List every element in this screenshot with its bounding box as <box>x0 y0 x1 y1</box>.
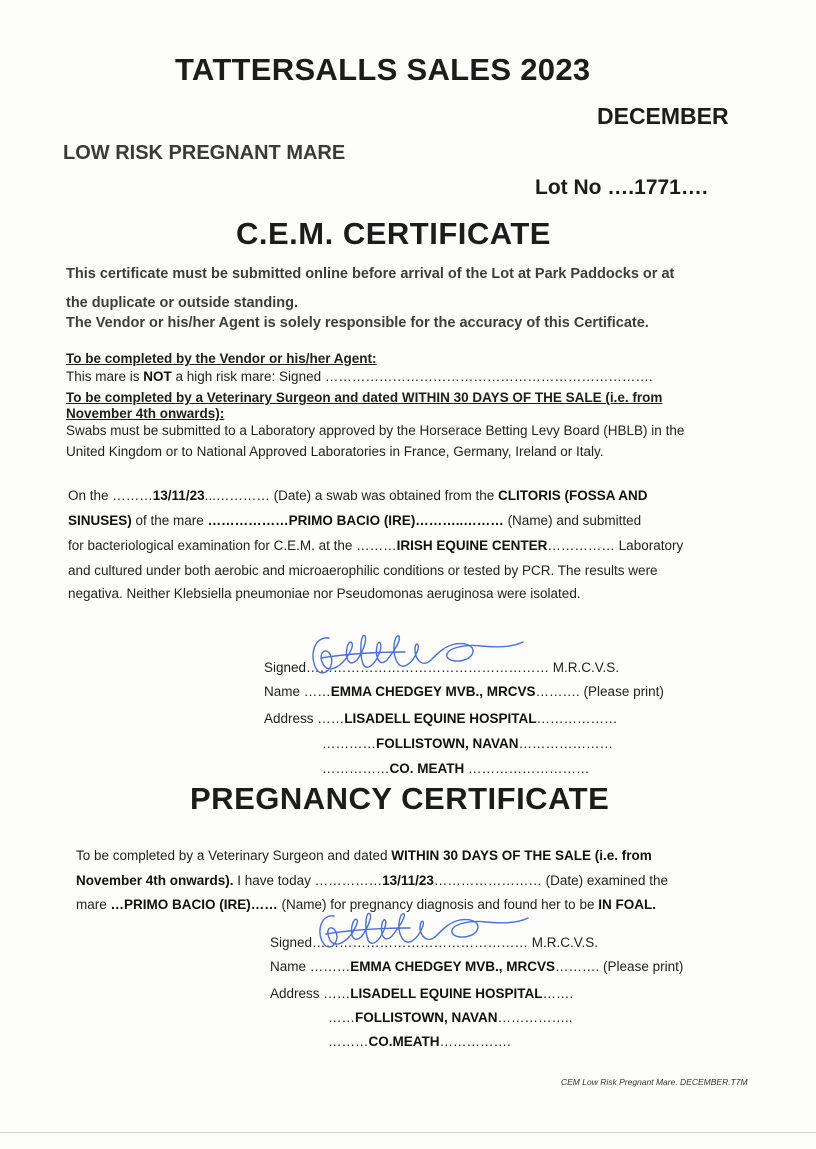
text: …… <box>328 1010 355 1025</box>
swab-site: CLITORIS (FOSSA AND <box>497 488 648 503</box>
text: ……………… <box>536 711 618 726</box>
text: On the ……… <box>68 488 153 503</box>
text: ………. (Please print) <box>555 959 684 974</box>
text: Name ……… <box>270 959 351 974</box>
text: ………… <box>322 736 376 751</box>
address-hospital: LISADELL EQUINE HOSPITAL <box>350 986 543 1001</box>
vendor-not: NOT <box>143 369 172 384</box>
cem-certificate-title: C.E.M. CERTIFICATE <box>236 216 551 251</box>
cem-address-line-2 <box>322 736 613 751</box>
address-town: FOLLISTOWN, NAVAN <box>355 1010 498 1025</box>
text: To be completed by a Veterinary Surgeon and dated <box>76 848 392 863</box>
pregnancy-address-line-2 <box>328 1010 573 1025</box>
vet-name: EMMA CHEDGEY MVB., MRCVS <box>350 959 556 974</box>
cem-name-line <box>264 684 664 699</box>
pregnancy-address-line-3 <box>328 1034 511 1049</box>
vendor-section-heading: To be completed by the Vendor or his/her Agent: <box>66 351 377 366</box>
text: ……………. <box>439 1034 511 1049</box>
swab-site-cont: SINUSES) <box>68 513 132 528</box>
vet-section-heading-1: To be completed by a Veterinary Surgeon and dated WITHIN 30 DAYS OF THE SALE (i.e. from <box>66 390 663 405</box>
intro-line-3: The Vendor or his/her Agent is solely responsible for the accuracy of this Certificate. <box>66 315 649 331</box>
intro-line-2: the duplicate or outside standing. <box>66 295 299 311</box>
mare-name: …PRIMO BACIO (IRE)…… <box>110 897 278 912</box>
text: (Name) and submitted <box>503 513 642 528</box>
cem-address-line-3 <box>322 761 590 776</box>
lot-number: Lot No ….1771…. <box>535 176 708 199</box>
text: Address …… <box>270 986 351 1001</box>
pregnancy-line-2 <box>76 873 668 888</box>
text: Name …… <box>264 684 331 699</box>
vet-section-heading-2: November 4th onwards): <box>66 406 225 421</box>
mare-category: LOW RISK PREGNANT MARE <box>63 142 346 164</box>
cem-signed-line: Signed……………………………………………… M.R.C.V.S. <box>264 660 620 675</box>
cem-address-line-1 <box>264 711 618 726</box>
text: (Name) for pregnancy diagnosis and found her to be <box>277 897 599 912</box>
text: November 4th onwards). <box>76 873 234 888</box>
cem-body-line-5: negativa. Neither Klebsiella pneumoniae nor Pseudomonas aeruginosa were isolated. <box>68 586 581 601</box>
swab-date: 13/11/23 <box>152 488 205 503</box>
vet-name: EMMA CHEDGEY MVB., MRCVS <box>330 684 536 699</box>
text: mare <box>76 897 111 912</box>
pregnancy-result: IN FOAL. <box>598 897 656 912</box>
form-reference: CEM Low Risk Pregnant Mare. DECEMBER.T7M <box>561 1077 748 1087</box>
pregnancy-address-line-1 <box>270 986 573 1001</box>
vendor-declaration <box>66 369 653 384</box>
exam-date: 13/11/23 <box>382 873 434 888</box>
document-title: TATTERSALLS SALES 2023 <box>175 52 591 87</box>
scan-edge-line <box>0 1132 816 1133</box>
mare-name: ………………PRIMO BACIO (IRE)………..……… <box>207 513 504 528</box>
cem-body-line-4: and cultured under both aerobic and microaerophilic conditions or tested by PCR. The results were <box>68 563 658 578</box>
pregnancy-signed-line: Signed………………………………………… M.R.C.V.S. <box>270 935 599 950</box>
text: ……… <box>328 1034 369 1049</box>
text: I have today …………… <box>233 873 383 888</box>
text: of the mare <box>131 513 208 528</box>
text: …………….. <box>497 1010 573 1025</box>
laboratory-name: IRISH EQUINE CENTER <box>396 538 548 553</box>
text: …………… <box>322 761 390 776</box>
pregnancy-certificate-title: PREGNANCY CERTIFICATE <box>190 781 610 816</box>
sale-month: DECEMBER <box>597 103 729 129</box>
cem-body-line-3 <box>68 538 683 553</box>
text: …………………… (Date) examined the <box>433 873 668 888</box>
vendor-text-1: This mare is <box>66 369 144 384</box>
vendor-text-2: a high risk mare: Signed ………………………………………………………………. <box>171 369 653 384</box>
cem-body-line-1 <box>68 488 647 503</box>
pregnancy-line-1 <box>76 848 652 863</box>
text: ……. <box>542 986 574 1001</box>
swab-requirement-line-2: United Kingdom or to National Approved Laboratories in France, Germany, Ireland or Italy. <box>66 444 604 459</box>
text: for bacteriological examination for C.E.M. at the ……… <box>68 538 397 553</box>
text: ...………… (Date) a swab was obtained from the <box>204 488 498 503</box>
text: Address …… <box>264 711 345 726</box>
swab-requirement-line-1: Swabs must be submitted to a Laboratory approved by the Horserace Betting Levy Board (HBLB) in the <box>66 423 685 438</box>
pregnancy-name-line <box>270 959 683 974</box>
pregnancy-signature <box>312 906 537 956</box>
text: ……………………… <box>464 761 590 776</box>
text: …………… Laboratory <box>547 538 684 553</box>
address-county: CO.MEATH <box>368 1034 440 1049</box>
text: ………………… <box>518 736 613 751</box>
text: WITHIN 30 DAYS OF THE SALE (i.e. from <box>391 848 652 863</box>
text: ………. (Please print) <box>535 684 664 699</box>
cem-signature <box>305 628 530 683</box>
address-hospital: LISADELL EQUINE HOSPITAL <box>344 711 537 726</box>
address-town: FOLLISTOWN, NAVAN <box>376 736 519 751</box>
cem-body-line-2 <box>68 513 641 528</box>
intro-line-1: This certificate must be submitted online before arrival of the Lot at Park Paddocks or at <box>66 266 675 282</box>
address-county: CO. MEATH <box>389 761 465 776</box>
